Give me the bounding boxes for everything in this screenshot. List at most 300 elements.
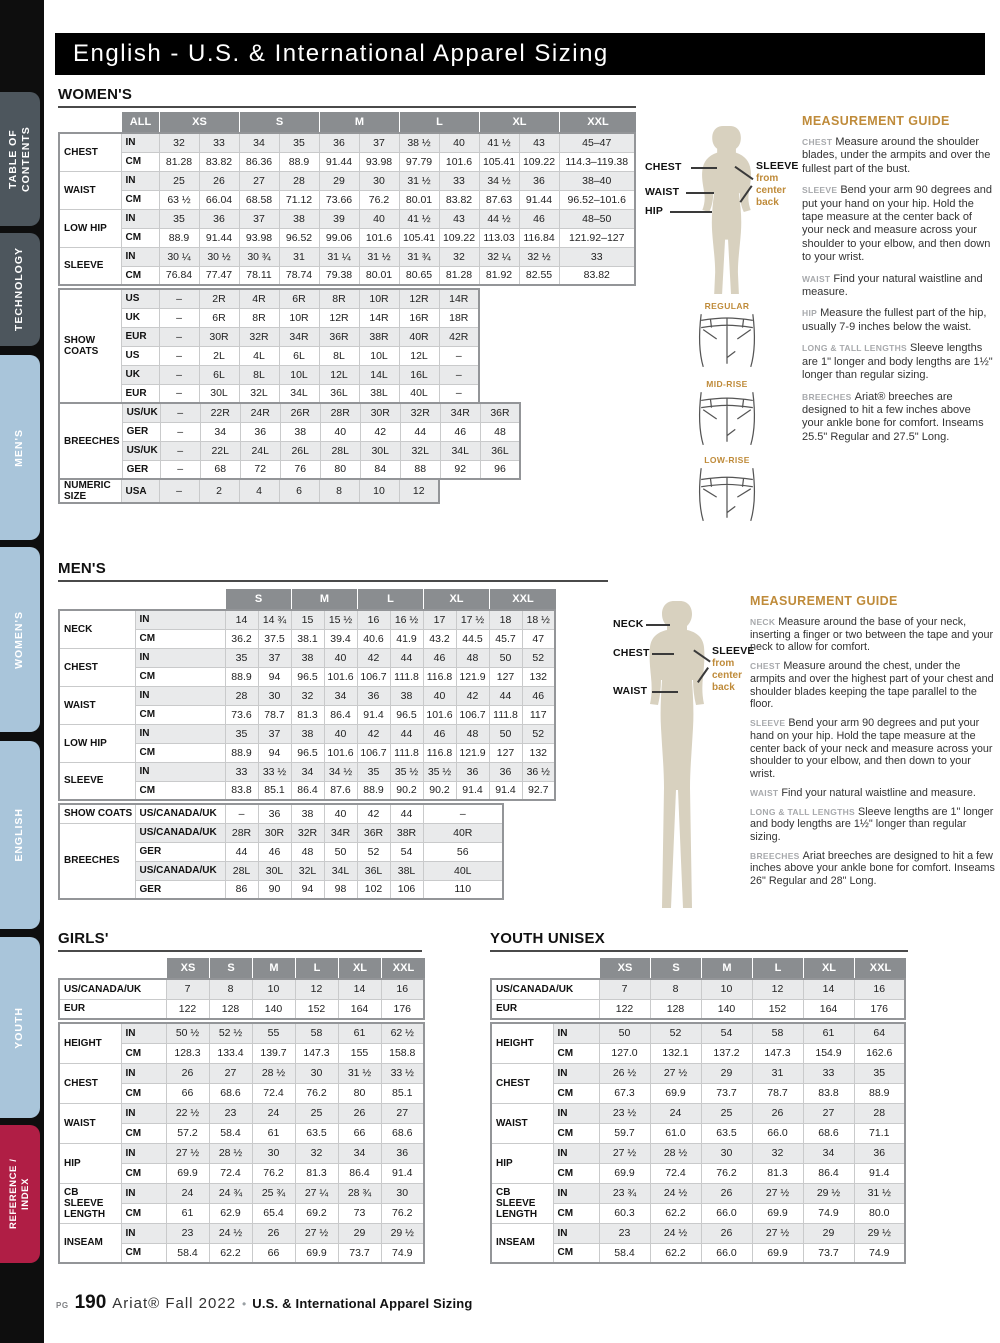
- size-cell: 162.6: [854, 1043, 905, 1063]
- size-cell: 42: [456, 686, 489, 705]
- size-row: [491, 1023, 905, 1043]
- low-rise-diagram: [696, 466, 758, 522]
- size-cell: 35: [225, 648, 258, 667]
- size-row: [59, 1223, 424, 1243]
- size-cell: 14R: [439, 289, 479, 308]
- sidebar-tab-table-of-contents[interactable]: [0, 92, 40, 226]
- size-cell: 18: [489, 610, 522, 629]
- size-cell: 37: [258, 648, 291, 667]
- size-row: [59, 346, 479, 365]
- womens-section-heading: WOMEN'S: [58, 86, 636, 108]
- row-group-label: WAIST: [59, 171, 121, 209]
- size-cell: 62.2: [209, 1243, 252, 1263]
- size-cell: 61.0: [650, 1123, 701, 1143]
- size-cell: 17 ½: [456, 610, 489, 629]
- size-cell: 41.9: [390, 629, 423, 648]
- size-cell: 38L: [359, 384, 399, 403]
- size-cell: 114.3–119.38: [559, 152, 635, 171]
- size-cell: 80.65: [399, 266, 439, 285]
- size-cell: 34L: [440, 441, 480, 460]
- size-cell: 38: [291, 804, 324, 823]
- unit-label: CM: [135, 705, 225, 724]
- size-cell: 152: [752, 999, 803, 1019]
- guide-entry: [802, 391, 994, 445]
- size-cell: 15 ½: [324, 610, 357, 629]
- row-group-label: HIP: [59, 1143, 121, 1183]
- size-cell: 10R: [279, 308, 319, 327]
- col-header: L: [400, 112, 480, 132]
- unit-label: US/CANADA/UK: [135, 823, 225, 842]
- size-cell: 27 ¼: [295, 1183, 338, 1203]
- size-cell: 25 ¾: [252, 1183, 295, 1203]
- womens-main-table-mount: [58, 112, 636, 286]
- size-cell: 23: [599, 1223, 650, 1243]
- size-cell: 28 ½: [650, 1143, 701, 1163]
- guide-term: LONG & TALL LENGTHS: [750, 806, 856, 817]
- size-cell: 27 ½: [752, 1223, 803, 1243]
- unit-label: CM: [121, 1083, 166, 1103]
- size-cell: 38: [291, 648, 324, 667]
- guide-text: Sleeve lengths are 1" longer and body lengths are 1½" longer than regular sizing.: [802, 342, 993, 382]
- size-cell: 36L: [319, 384, 359, 403]
- size-cell: 8R: [239, 308, 279, 327]
- size-cell: 58.4: [209, 1123, 252, 1143]
- size-cell: 30L: [199, 384, 239, 403]
- size-cell: 46: [519, 209, 559, 228]
- guide-text: Ariat® breeches are designed to hit a few inches above your ankle bone for comfort. Inseams 25.5" Regular and 27.5" Long.: [802, 390, 984, 443]
- size-cell: 97.79: [399, 152, 439, 171]
- unit-label: CM: [135, 781, 225, 800]
- page-footer: [56, 1292, 473, 1314]
- size-cell: 30 ¼: [159, 247, 199, 266]
- col-header: XXL: [382, 958, 425, 978]
- size-column-headers: [226, 589, 556, 609]
- size-cell: 52: [522, 724, 555, 743]
- size-cell: 24 ¾: [209, 1183, 252, 1203]
- size-cell: 29: [319, 171, 359, 190]
- size-cell: 76: [280, 460, 320, 479]
- unit-label: GER: [122, 460, 160, 479]
- size-cell: 38.1: [291, 629, 324, 648]
- size-cell: 72.4: [650, 1163, 701, 1183]
- unit-label: IN: [121, 133, 159, 152]
- size-cell: –: [159, 327, 199, 346]
- size-cell: 8: [209, 979, 252, 999]
- size-cell: 32 ½: [519, 247, 559, 266]
- size-cell: 72.4: [209, 1163, 252, 1183]
- guide-title: MEASUREMENT GUIDE: [802, 114, 950, 128]
- size-table: [58, 803, 504, 900]
- pointer-line: [646, 624, 670, 626]
- size-cell: 76.2: [381, 1203, 424, 1223]
- size-cell: 61: [252, 1123, 295, 1143]
- mens-neck-callout: NECK: [613, 618, 644, 630]
- col-header: S: [210, 958, 253, 978]
- row-group-label: INSEAM: [59, 1223, 121, 1263]
- size-cell: 36: [381, 1143, 424, 1163]
- unit-label: CM: [121, 266, 159, 285]
- size-cell: 33 ½: [381, 1063, 424, 1083]
- size-cell: 155: [338, 1043, 381, 1063]
- sidebar-tab-english[interactable]: [0, 741, 40, 929]
- size-cell: 76.84: [159, 266, 199, 285]
- size-row: [59, 648, 555, 667]
- unit-label: CM: [135, 629, 225, 648]
- size-cell: 127.0: [599, 1043, 650, 1063]
- unit-label: US/CANADA/UK: [135, 861, 225, 880]
- size-row: [491, 1063, 905, 1083]
- size-cell: –: [159, 346, 199, 365]
- row-group-label: SLEEVE: [59, 247, 121, 285]
- size-row: [59, 289, 479, 308]
- size-cell: 152: [295, 999, 338, 1019]
- size-cell: 76.2: [295, 1083, 338, 1103]
- size-cell: 24 ½: [209, 1223, 252, 1243]
- size-cell: 35 ½: [423, 762, 456, 781]
- size-cell: 35 ½: [390, 762, 423, 781]
- size-cell: 30: [359, 171, 399, 190]
- size-cell: 28 ½: [209, 1143, 252, 1163]
- size-cell: 66.0: [701, 1243, 752, 1263]
- size-cell: 36: [240, 422, 280, 441]
- col-header: S: [240, 112, 320, 132]
- size-cell: –: [439, 365, 479, 384]
- unit-label: EUR: [121, 327, 159, 346]
- size-table: [58, 978, 425, 1020]
- size-cell: –: [159, 365, 199, 384]
- size-cell: 54: [390, 842, 423, 861]
- unit-label: US/UK: [122, 441, 160, 460]
- guide-entries: [750, 616, 998, 888]
- unit-label: GER: [135, 842, 225, 861]
- size-row: [59, 365, 479, 384]
- guide-entry: [802, 184, 994, 264]
- size-cell: 34 ½: [479, 171, 519, 190]
- size-cell: 35: [159, 209, 199, 228]
- row-group-label: INSEAM: [491, 1223, 553, 1263]
- size-cell: 60.3: [599, 1203, 650, 1223]
- size-cell: 33: [199, 133, 239, 152]
- size-cell: 26: [701, 1223, 752, 1243]
- col-header: XL: [424, 589, 490, 609]
- size-cell: 30R: [258, 823, 291, 842]
- row-group-label: CB SLEEVE LENGTH: [59, 1183, 121, 1223]
- size-cell: 8: [319, 479, 359, 503]
- size-row: [491, 1203, 905, 1223]
- row-group-label: HEIGHT: [491, 1023, 553, 1063]
- size-cell: 81.3: [752, 1163, 803, 1183]
- guide-text: Find your natural waistline and measure.: [802, 272, 983, 299]
- unit-label: CM: [121, 152, 159, 171]
- size-cell: 139.7: [252, 1043, 295, 1063]
- size-cell: 99.06: [319, 228, 359, 247]
- size-cell: 32L: [291, 861, 324, 880]
- sidebar-tab-womens[interactable]: [0, 547, 40, 732]
- size-cell: 122: [166, 999, 209, 1019]
- size-cell: 79.38: [319, 266, 359, 285]
- unit-label: IN: [121, 1183, 166, 1203]
- size-cell: 46: [522, 686, 555, 705]
- size-cell: 39: [319, 209, 359, 228]
- guide-text: Measure around the base of your neck, inserting a finger or two between the tape and your neck to allow for comfort.: [750, 616, 994, 654]
- size-cell: 41 ½: [479, 133, 519, 152]
- size-cell: 71.1: [854, 1123, 905, 1143]
- size-cell: 69.9: [650, 1083, 701, 1103]
- unit-label: IN: [553, 1183, 599, 1203]
- size-cell: 30 ½: [199, 247, 239, 266]
- size-cell: 40: [439, 133, 479, 152]
- size-cell: 88: [400, 460, 440, 479]
- size-cell: 36L: [480, 441, 520, 460]
- unit-label: CM: [553, 1243, 599, 1263]
- womens-numeric-table-mount: [58, 478, 636, 504]
- size-cell: 91.4: [456, 781, 489, 800]
- size-table: [58, 288, 480, 404]
- size-cell: 133.4: [209, 1043, 252, 1063]
- size-cell: 25: [159, 171, 199, 190]
- row-label: EUR: [491, 999, 599, 1019]
- sidebar-tab-reference-index[interactable]: [0, 1125, 40, 1263]
- guide-entry: [802, 273, 994, 300]
- size-cell: 33: [559, 247, 635, 266]
- size-cell: 96.52–101.6: [559, 190, 635, 209]
- unit-label: IN: [135, 648, 225, 667]
- size-cell: 18 ½: [522, 610, 555, 629]
- sidebar-tab-label: REFERENCE / INDEX: [8, 1158, 31, 1230]
- size-row: [59, 999, 424, 1019]
- size-cell: 58.4: [166, 1243, 209, 1263]
- size-cell: 96: [480, 460, 520, 479]
- size-cell: 8L: [319, 346, 359, 365]
- unit-label: IN: [121, 171, 159, 190]
- size-cell: 28 ¾: [338, 1183, 381, 1203]
- size-row: [59, 308, 479, 327]
- rise-label-regular: REGULAR: [704, 301, 750, 311]
- size-cell: 14R: [359, 308, 399, 327]
- size-cell: 80.01: [399, 190, 439, 209]
- size-cell: 96.52: [279, 228, 319, 247]
- col-header: XS: [167, 958, 210, 978]
- size-cell: 26L: [280, 441, 320, 460]
- mens-section-heading: MEN'S: [58, 560, 608, 582]
- size-cell: 121.9: [456, 667, 489, 686]
- size-cell: 176: [381, 999, 424, 1019]
- guide-text: Measure the fullest part of the hip, usually 7-9 inches below the waist.: [802, 307, 987, 333]
- size-cell: 28 ½: [252, 1063, 295, 1083]
- unit-label: IN: [553, 1063, 599, 1083]
- size-cell: 164: [338, 999, 381, 1019]
- size-cell: 12: [295, 979, 338, 999]
- size-cell: 66: [252, 1243, 295, 1263]
- size-cell: 116.8: [423, 667, 456, 686]
- size-cell: 80.01: [359, 266, 399, 285]
- mens-waist-callout: WAIST: [613, 685, 648, 697]
- col-header: M: [253, 958, 296, 978]
- size-cell: 31: [279, 247, 319, 266]
- size-cell: 30L: [258, 861, 291, 880]
- size-cell: 110: [423, 880, 503, 899]
- size-row: [59, 228, 635, 247]
- size-cell: 34R: [440, 403, 480, 422]
- unit-label: GER: [122, 422, 160, 441]
- size-row: [59, 1063, 424, 1083]
- sidebar-tab-label: ENGLISH: [13, 808, 26, 862]
- size-cell: 30: [295, 1063, 338, 1083]
- size-cell: 26 ½: [599, 1063, 650, 1083]
- row-group-label: HEIGHT: [59, 1023, 121, 1063]
- size-cell: 77.47: [199, 266, 239, 285]
- row-group-label: LOW HIP: [59, 209, 121, 247]
- size-cell: 96.5: [390, 705, 423, 724]
- size-cell: 50: [489, 648, 522, 667]
- size-row: [59, 823, 503, 842]
- size-cell: 42R: [439, 327, 479, 346]
- size-cell: 74.9: [381, 1243, 424, 1263]
- size-cell: 37: [258, 724, 291, 743]
- row-label: US/CANADA/UK: [491, 979, 599, 999]
- size-cell: 85.1: [258, 781, 291, 800]
- row-group-label: CB SLEEVE LENGTH: [491, 1183, 553, 1223]
- size-cell: 50: [489, 724, 522, 743]
- size-cell: 31 ¾: [399, 247, 439, 266]
- size-cell: 42: [360, 422, 400, 441]
- size-cell: 113.03: [479, 228, 519, 247]
- size-cell: 36L: [357, 861, 390, 880]
- size-row: [491, 1083, 905, 1103]
- size-cell: 68.6: [209, 1083, 252, 1103]
- size-cell: 34R: [324, 823, 357, 842]
- size-cell: 30R: [360, 403, 400, 422]
- size-cell: 31 ½: [359, 247, 399, 266]
- womens-showcoats-table-mount: [58, 288, 636, 404]
- sidebar-tab-technology[interactable]: [0, 233, 40, 346]
- size-cell: 28L: [320, 441, 360, 460]
- size-row: [59, 724, 555, 743]
- girls-size-tables: [58, 958, 425, 1264]
- unit-label: IN: [135, 610, 225, 629]
- size-cell: 33: [803, 1063, 854, 1083]
- womens-hip-callout: HIP: [645, 205, 664, 217]
- size-cell: 27 ½: [166, 1143, 209, 1163]
- size-cell: 122: [599, 999, 650, 1019]
- womens-body-figure: [694, 126, 766, 294]
- col-header: XXL: [855, 958, 906, 978]
- unit-label: CM: [121, 1243, 166, 1263]
- size-cell: 111.8: [390, 743, 423, 762]
- size-cell: 40.6: [357, 629, 390, 648]
- size-row: [491, 1043, 905, 1063]
- unit-label: GER: [135, 880, 225, 899]
- size-cell: 12R: [319, 308, 359, 327]
- size-cell: 102: [357, 880, 390, 899]
- youth-section-heading: YOUTH UNISEX: [490, 930, 908, 952]
- size-cell: –: [160, 422, 200, 441]
- size-cell: 38: [291, 724, 324, 743]
- womens-waist-callout: WAIST: [645, 186, 680, 198]
- guide-term: CHEST: [802, 137, 833, 147]
- size-cell: 62.2: [650, 1243, 701, 1263]
- size-cell: 29: [803, 1223, 854, 1243]
- size-cell: 140: [701, 999, 752, 1019]
- size-table: [58, 132, 636, 286]
- sidebar-tab-youth[interactable]: [0, 937, 40, 1118]
- size-cell: 46: [258, 842, 291, 861]
- size-cell: 66.0: [701, 1203, 752, 1223]
- size-row: [59, 403, 520, 422]
- row-group-label: NECK: [59, 610, 135, 648]
- size-cell: –: [439, 346, 479, 365]
- size-column-headers: [122, 112, 636, 132]
- size-cell: 24R: [240, 403, 280, 422]
- size-cell: 30: [381, 1183, 424, 1203]
- size-row: [59, 190, 635, 209]
- size-cell: 32L: [239, 384, 279, 403]
- size-cell: 44: [390, 724, 423, 743]
- size-cell: 40: [359, 209, 399, 228]
- guide-text: Bend your arm 90 degrees and put your hand on your hip. Hold the tape measure at the center back of your neck and measure across your shoulder to your elbow, and then down to your wrist.: [750, 717, 993, 781]
- guide-text: Measure around the shoulder blades, under the armpits and over the fullest part of the bust.: [802, 136, 991, 175]
- size-cell: 31 ½: [854, 1183, 905, 1203]
- size-cell: 44: [390, 804, 423, 823]
- size-cell: 36: [854, 1143, 905, 1163]
- size-row: [491, 1223, 905, 1243]
- size-cell: 8L: [239, 365, 279, 384]
- size-cell: 147.3: [752, 1043, 803, 1063]
- guide-entry: [750, 717, 998, 781]
- size-cell: 36: [258, 804, 291, 823]
- guide-term: CHEST: [750, 661, 781, 672]
- sidebar-tab-mens[interactable]: [0, 355, 40, 540]
- size-cell: 34L: [324, 861, 357, 880]
- size-cell: 36: [519, 171, 559, 190]
- size-cell: 93.98: [239, 228, 279, 247]
- guide-entry: [750, 806, 998, 844]
- size-cell: 101.6: [324, 743, 357, 762]
- size-column-headers: [600, 958, 906, 978]
- size-cell: 158.8: [381, 1043, 424, 1063]
- size-cell: 8: [650, 979, 701, 999]
- size-cell: 22R: [200, 403, 240, 422]
- size-cell: 90.2: [390, 781, 423, 800]
- size-cell: 88.9: [225, 743, 258, 762]
- size-cell: 46: [423, 724, 456, 743]
- size-cell: 24: [252, 1103, 295, 1123]
- size-cell: 38L: [390, 861, 423, 880]
- size-cell: 10L: [359, 346, 399, 365]
- size-cell: 73.7: [338, 1243, 381, 1263]
- size-cell: 83.82: [559, 266, 635, 285]
- size-cell: 83.82: [199, 152, 239, 171]
- size-cell: 86.36: [239, 152, 279, 171]
- size-cell: 30: [258, 686, 291, 705]
- size-cell: 6R: [199, 308, 239, 327]
- row-group-label: CHEST: [59, 648, 135, 686]
- size-row: [59, 422, 520, 441]
- guide-term: WAIST: [750, 787, 779, 798]
- unit-label: IN: [121, 209, 159, 228]
- size-cell: 69.9: [599, 1163, 650, 1183]
- page-title: English - U.S. & International Apparel Sizing: [73, 40, 609, 67]
- size-cell: 14 ¾: [258, 610, 291, 629]
- mens-main-table-mount: [58, 589, 556, 801]
- size-cell: 8R: [319, 289, 359, 308]
- col-header: M: [320, 112, 400, 132]
- row-group-label: BREECHES: [59, 403, 122, 479]
- size-cell: 25: [701, 1103, 752, 1123]
- size-table: [490, 978, 906, 1020]
- size-cell: –: [225, 804, 258, 823]
- size-cell: 16R: [399, 308, 439, 327]
